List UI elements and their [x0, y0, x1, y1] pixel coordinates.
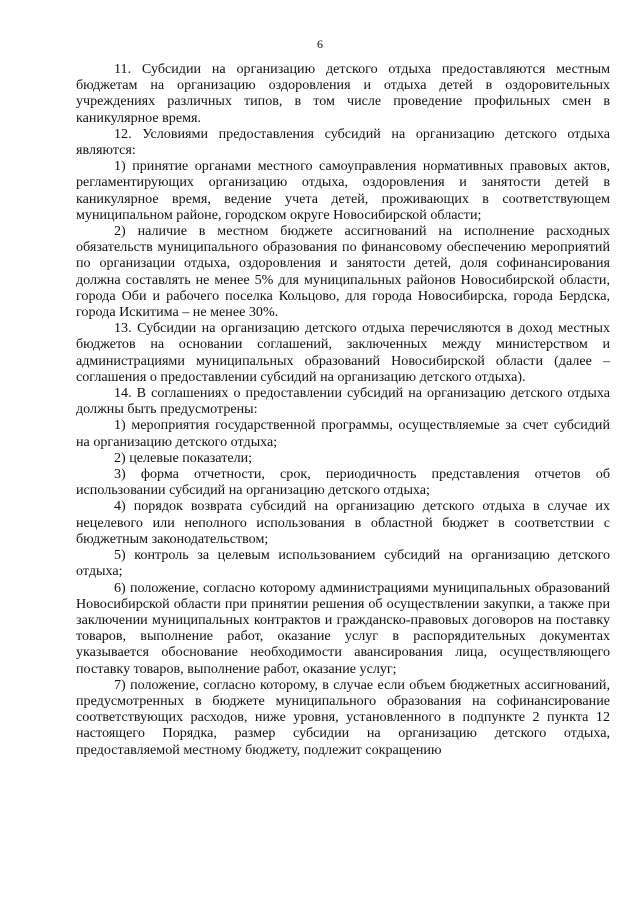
- paragraph-14-item-2: 2) целевые показатели;: [114, 449, 253, 466]
- page-number: 6: [317, 37, 323, 51]
- paragraph-11: 11. Субсидии на организацию детского отдыха предоставляются местным бюджетам на организацию оздоровления и отдыха детей в оздоровительных учреждениях различных типов, в том числе проведение профильных смен в каникулярное время.: [76, 61, 610, 126]
- paragraph-12-item-2: 2) наличие в местном бюджете ассигнований на исполнение расходных обязательств муниципального образования по финансовому обеспечению мероприятий по организации отдыха, оздоровления и занятости детей, доля софинансирования должна составлять не менее 5% для муниципальных районов Новосибирской области, города Оби и рабочего поселка Кольцово, для города Новосибирска, города Бердска, города Искитима – не менее 30%.: [76, 223, 610, 321]
- document-body: [76, 61, 610, 758]
- paragraph-12-item-1: 1) принятие органами местного самоуправления нормативных правовых актов, регламентирующих организацию отдыха, оздоровления и занятости детей в каникулярное время, ведение учета детей, проживающих в соответствующем муниципальном районе, городском округе Новосибирской области;: [76, 158, 610, 223]
- paragraph-14-item-5: 5) контроль за целевым использованием субсидий на организацию детского отдыха;: [76, 547, 610, 580]
- paragraph-14: 14. В соглашениях о предоставлении субсидий на организацию детского отдыха должны быть предусмотрены:: [76, 385, 610, 418]
- paragraph-14-item-6: 6) положение, согласно которому администрациями муниципальных образований Новосибирской области при принятии решения об осуществлении закупки, а также при заключении муниципальных контрактов и гражданско-правовых договоров на поставку товаров, выполнение работ, оказание услуг в распорядительных документах указывается обоснование необходимости авансирования лица, осуществляющего поставку товаров, выполнение работ, оказание услуг;: [76, 579, 610, 677]
- paragraph-12: 12. Условиями предоставления субсидий на организацию детского отдыха являются:: [76, 125, 610, 159]
- paragraph-14-item-3: 3) форма отчетности, срок, периодичность представления отчетов об использовании субсидий на организацию детского отдыха;: [76, 466, 610, 499]
- paragraph-14-item-7: 7) положение, согласно которому, в случае если объем бюджетных ассигнований, предусмотренных в бюджете муниципального образования на софинансирование соответствующих расходов, ниже уровня, установленного в подпункте 2 пункта 12 настоящего Порядка, размер субсидии на организацию детского отдыха, предоставляемой местному бюджету, подлежит сокращению: [76, 676, 610, 758]
- paragraph-14-item-4: 4) порядок возврата субсидий на организацию детского отдыха в случае их нецелевого или неполного использования в областной бюджет в соответствии с бюджетным законодательством;: [76, 498, 610, 547]
- paragraph-14-item-1: 1) мероприятия государственной программы, осуществляемые за счет субсидий на организацию детского отдыха;: [76, 417, 610, 450]
- paragraph-13: 13. Субсидии на организацию детского отдыха перечисляются в доход местных бюджетов на основании соглашений, заключенных между министерством и администрациями муниципальных образований Новосибирской области (далее – соглашения о предоставлении субсидий на организацию детского отдыха).: [76, 320, 610, 385]
